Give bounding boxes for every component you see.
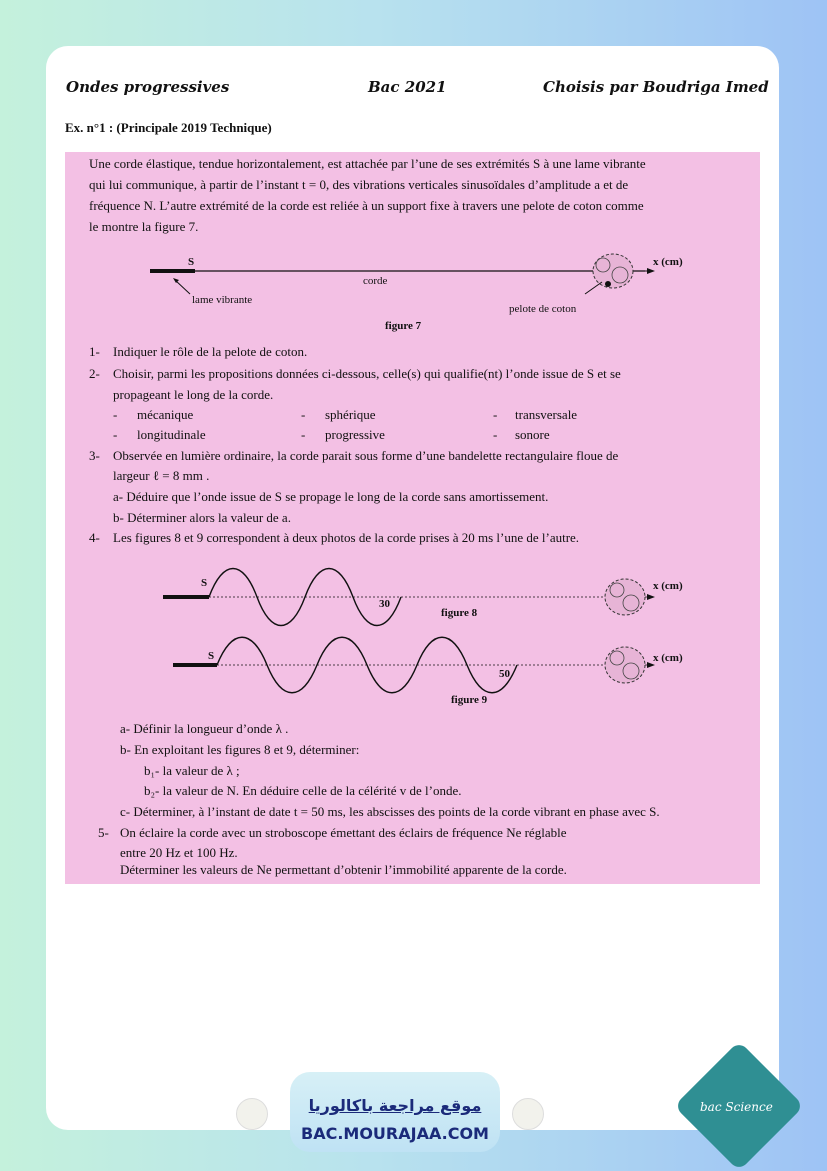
figure-9-diagram [65,630,760,710]
q3-line-1: Observée en lumière ordinaire, la corde parait sous forme d’une bandelette rectangulaire floue de [113,448,619,463]
option-transversale: transversale [515,407,578,422]
cotton-ball-icon [593,254,633,288]
fig7-lame-label: lame vibrante [192,294,253,306]
q2-number: 2- [89,366,100,381]
option-mecanique: mécanique [137,407,194,422]
cotton-ball-icon [605,647,645,683]
intro-line-4: le montre la figure 7. [89,219,199,234]
fig7-s-label: S [188,256,195,268]
q5-line-1: On éclaire la corde avec un stroboscope émettant des éclairs de fréquence Ne réglable [120,825,567,840]
q4-b1: b₁- la valeur de λ ; [144,763,240,778]
fig8-mark-30: 30 [379,598,390,610]
fig8-s-label: S [201,577,208,589]
q1-text: Indiquer le rôle de la pelote de coton. [113,344,308,359]
option-bullet: - [301,407,306,422]
fig8-caption: figure 8 [441,607,478,619]
intro-line-3: fréquence N. L’autre extrémité de la corde est reliée à un support fixe à travers une pelote de coton comme [89,198,644,213]
q3-number: 3- [89,448,100,463]
q3-a: a- Déduire que l’onde issue de S se propage le long de la corde sans amortissement. [113,489,549,504]
fig9-s-label: S [208,650,215,662]
q4-c: c- Déterminer, à l’instant de date t = 50 ms, les abscisses des points de la corde vibrant en phase avec S. [120,804,660,819]
option-bullet: - [493,427,498,442]
q4-text: Les figures 8 et 9 correspondent à deux photos de la corde prises à 20 ms l’une de l’autre. [113,530,580,545]
q2-line-1: Choisir, parmi les propositions données ci-dessous, celle(s) qui qualifie(nt) l’onde issue de S et se [113,366,621,381]
fig9-mark-50: 50 [499,668,510,680]
q4-a: a- Définir la longueur d’onde λ . [120,721,289,736]
q2-line-2: propageant le long de la corde. [113,387,274,402]
fig9-caption: figure 9 [451,694,488,706]
footer-url-link[interactable]: BAC.MOURAJAA.COM [301,1124,489,1143]
footer-arabic-link[interactable]: موقع مراجعة باكالوريا [308,1096,482,1115]
option-progressive: progressive [325,427,385,442]
q4-b2: b₂- la valeur de N. En déduire celle de la célérité v de l’onde. [144,783,462,798]
q3-line-2: largeur ℓ = 8 mm . [113,468,210,483]
q5-number: 5- [98,825,109,840]
bac-science-badge-text: bac Science [700,1100,773,1114]
header-chapter: Ondes progressives [66,78,230,96]
option-bullet: - [301,427,306,442]
fig7-x-label: x (cm) [653,256,683,268]
exercise-label: Ex. n°1 : (Principale 2019 Technique) [65,120,272,135]
q4-number: 4- [89,530,100,545]
header-year: Bac 2021 [368,78,447,96]
site-logo-icon [512,1098,544,1130]
option-sonore: sonore [515,427,550,442]
fig7-pelote-label: pelote de coton [509,303,577,315]
option-bullet: - [113,427,118,442]
q5-line-2: entre 20 Hz et 100 Hz. [120,845,238,860]
site-logo-icon [236,1098,268,1130]
fig8-x-label: x (cm) [653,580,683,592]
q3-b: b- Déterminer alors la valeur de a. [113,510,291,525]
fig7-corde-label: corde [363,275,388,287]
figure-8-diagram [65,557,760,637]
q1-number: 1- [89,344,100,359]
fig9-x-label: x (cm) [653,652,683,664]
q4-b: b- En exploitant les figures 8 et 9, déterminer: [120,742,360,757]
option-spherique: sphérique [325,407,376,422]
option-longitudinale: longitudinale [137,427,206,442]
fig7-caption: figure 7 [385,320,422,332]
q5-line-3: Déterminer les valeurs de Ne permettant d’obtenir l’immobilité apparente de la corde. [120,862,567,877]
cotton-ball-icon [605,579,645,615]
option-bullet: - [113,407,118,422]
header-author: Choisis par Boudriga Imed [543,78,769,96]
intro-line-2: qui lui communique, à partir de l’instant t = 0, des vibrations verticales sinusoïdales d’amplitude a et de [89,177,629,192]
option-bullet: - [493,407,498,422]
intro-line-1: Une corde élastique, tendue horizontalement, est attachée par l’une de ses extrémités S à une lame vibrante [89,156,646,171]
exercise-box [65,152,760,884]
